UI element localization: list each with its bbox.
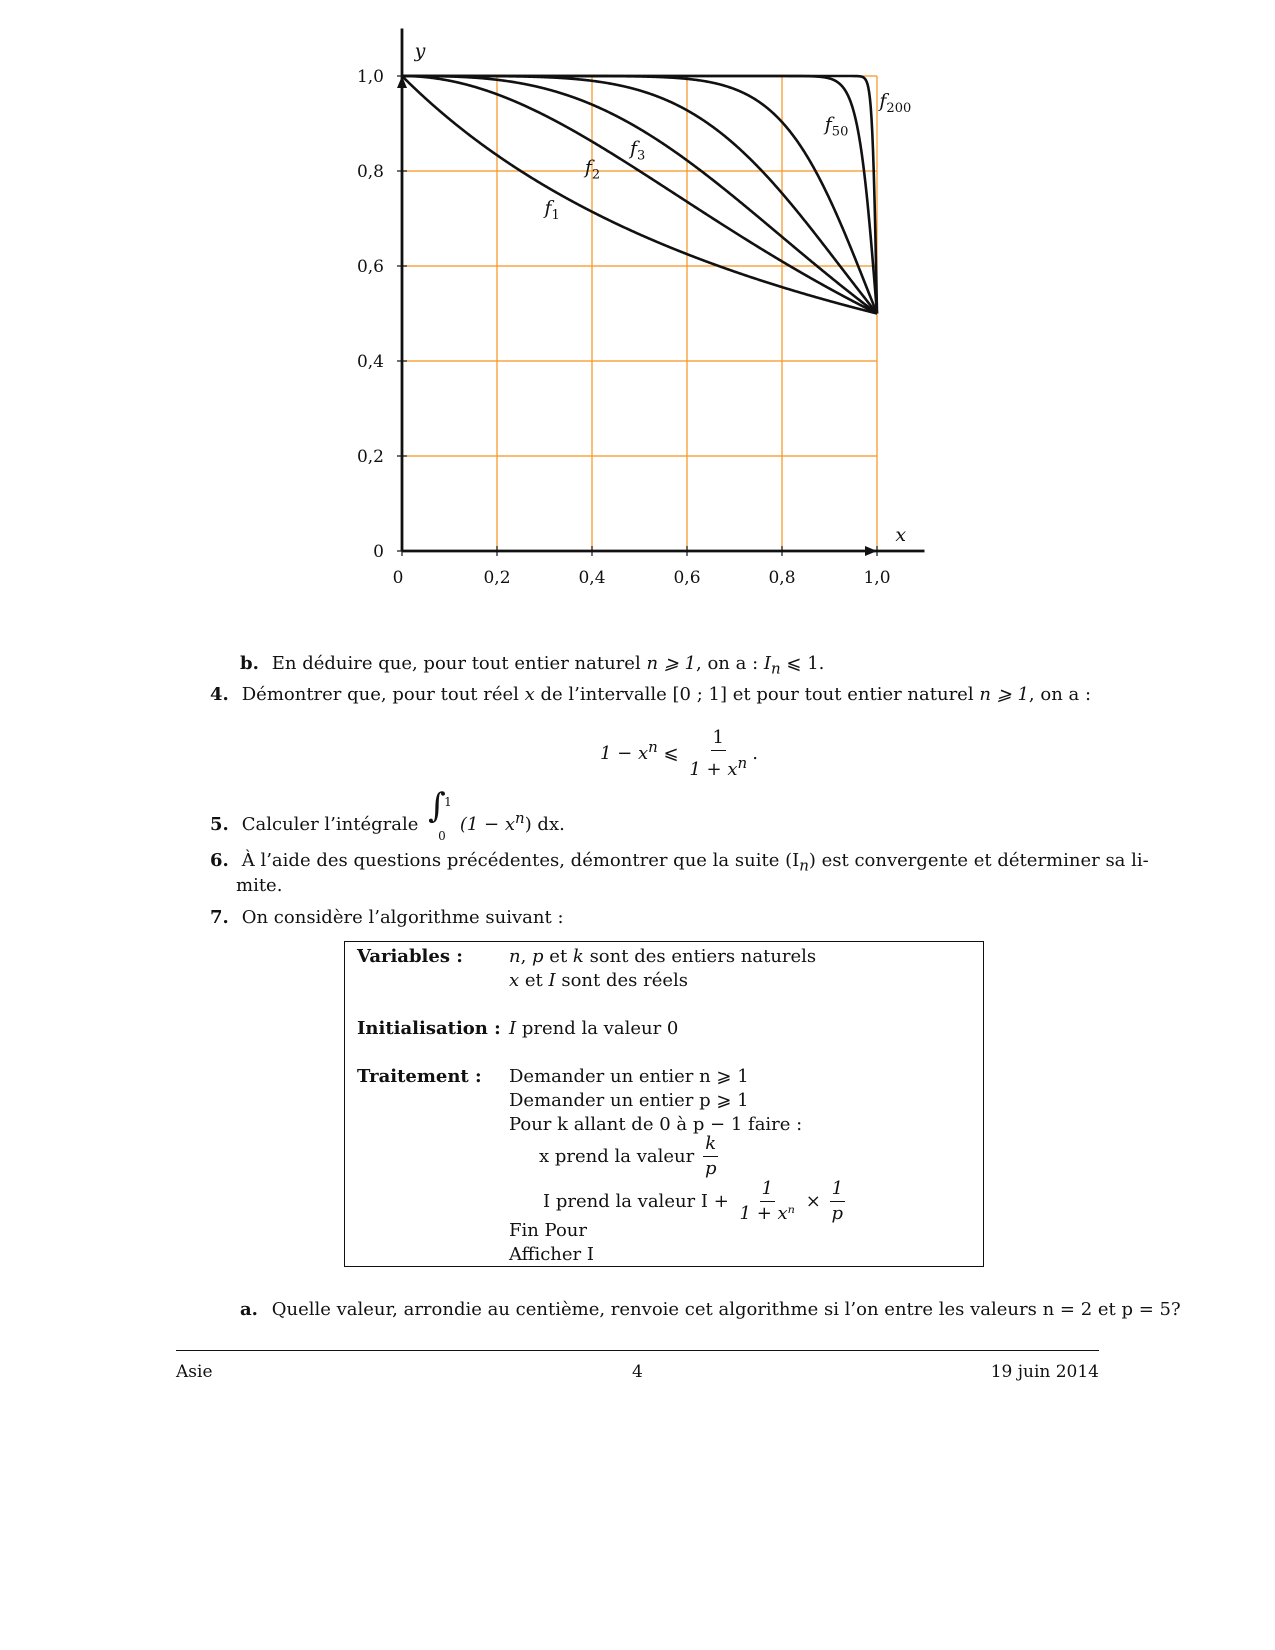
question-text: de l’intervalle [0 ; 1] et pour tout entier naturel <box>540 684 974 705</box>
curve-f200 <box>402 76 877 314</box>
integral-sign: ∫ 1 0 <box>428 786 452 843</box>
variable: x <box>524 684 535 705</box>
x-tick-label-3: 0,6 <box>673 568 701 588</box>
trait-line-4: x prend la valeur $\frac{k}{p}$ <box>539 1133 717 1179</box>
trait-line-3: Pour k allant de 0 à p − 1 faire : <box>509 1114 803 1135</box>
x-tick-label-1: 0,2 <box>483 568 511 588</box>
init-label: Initialisation : <box>357 1018 501 1039</box>
curve-label-f50: $f_{50}$ <box>824 113 849 140</box>
inequality-lhs: 1 − x <box>600 743 649 764</box>
question-number: b. <box>240 653 259 674</box>
variables-line-2: x et I sont des réels <box>509 970 689 991</box>
x-tick-label-0: 0 <box>392 568 404 588</box>
question-number: 4. <box>210 684 229 705</box>
curve-f50 <box>402 76 877 314</box>
question-text: Calculer l’intégrale <box>241 814 419 835</box>
variables-label: Variables : <box>357 946 463 967</box>
exponent: n <box>515 809 525 827</box>
condition: n ⩾ 1 <box>646 653 697 674</box>
curve-f2 <box>402 76 877 314</box>
x-tick-label-5: 1,0 <box>863 568 891 588</box>
question-text-end: , on a : <box>1028 684 1092 705</box>
exponent: n <box>648 738 658 756</box>
curve-label-f3: $f_3$ <box>630 137 646 164</box>
question-3b <box>240 652 824 681</box>
curve-f1 <box>402 76 877 314</box>
question-6: 6. À l’aide des questions précédentes, démontrer que la suite $(I_n)$ est convergente et déterminer sa li- <box>210 850 1149 875</box>
fraction-denominator: $1 + x^n$ <box>689 754 748 780</box>
fraction <box>687 728 749 780</box>
footer-page-number: 4 <box>632 1362 643 1382</box>
function-graph <box>0 0 1275 620</box>
chart-grid <box>402 76 877 551</box>
curve-label-f2: $f_2$ <box>584 156 601 183</box>
question-5 <box>210 786 565 843</box>
question-number: a. <box>240 1299 258 1320</box>
curve-f10 <box>402 76 877 314</box>
x-axis-label: x <box>895 524 907 546</box>
footer-date: 19 juin 2014 <box>990 1362 1099 1382</box>
question-number: 6. <box>210 850 229 871</box>
sequence-index: n <box>771 659 781 678</box>
x-tick-label-4: 0,8 <box>768 568 796 588</box>
y-tick-label-5: 1,0 <box>356 67 384 87</box>
chart-labels <box>357 40 911 588</box>
period: . <box>752 743 758 764</box>
trait-line-5: I prend la valeur I + $\frac{1}{\text{1 + xⁿ}}$ × $\frac{1}{p}$ <box>543 1178 844 1224</box>
question-text-end: , on a : <box>696 653 759 674</box>
question-text: Démontrer que, pour tout réel <box>241 684 519 705</box>
relation: ⩽ <box>663 743 679 764</box>
question-7 <box>210 906 564 930</box>
question-number: 5. <box>210 814 229 835</box>
question-number: 7. <box>210 907 229 928</box>
question-4 <box>210 683 1091 707</box>
question-text: Quelle valeur, arrondie au centième, renvoie cet algorithme si l’on entre les valeurs n = 2 et p = 5? <box>271 1299 1181 1320</box>
trait-line-7: Afficher I <box>509 1244 594 1265</box>
variables-line-1: n, p et k sont des entiers naturels <box>509 946 817 967</box>
y-tick-label-4: 0,8 <box>356 162 384 182</box>
init-line: I prend la valeur 0 <box>509 1018 679 1039</box>
y-axis-label: y <box>414 40 426 62</box>
integrand: (1 − x <box>459 814 516 835</box>
trait-line-1: Demander un entier n ⩾ 1 <box>509 1066 749 1087</box>
curve-f3 <box>402 76 877 314</box>
y-tick-label-3: 0,6 <box>356 257 384 277</box>
integrand-end: ) dx. <box>524 814 565 835</box>
curve-label-f1: $f_1$ <box>544 196 560 223</box>
condition: n ⩾ 1 <box>979 684 1029 705</box>
y-tick-label-0: 0 <box>373 542 384 562</box>
fraction-numerator: 1 <box>711 728 726 751</box>
y-tick-label-2: 0,4 <box>356 352 384 372</box>
footer-left: Asie <box>176 1362 213 1382</box>
inequality-rest: ⩽ 1. <box>786 653 825 674</box>
y-tick-label-1: 0,2 <box>356 447 384 467</box>
sequence-term: I <box>763 653 771 674</box>
question-text: En déduire que, pour tout entier naturel <box>271 653 641 674</box>
trait-label: Traitement : <box>357 1066 482 1087</box>
trait-line-2: Demander un entier p ⩾ 1 <box>509 1090 749 1111</box>
algorithm-box <box>344 941 984 1267</box>
chart-axes <box>397 29 925 557</box>
chart-curves <box>402 76 877 314</box>
question-6-line2: mite. <box>236 875 283 896</box>
curve-label-f200: $f_{200}$ <box>879 89 912 116</box>
curve-f5 <box>402 76 877 314</box>
footer-rule <box>176 1350 1099 1351</box>
x-tick-label-2: 0,4 <box>578 568 606 588</box>
inequality-display <box>600 728 758 780</box>
question-7a <box>240 1298 1181 1322</box>
x-unit-arrow <box>865 546 877 556</box>
trait-line-6: Fin Pour <box>509 1220 587 1241</box>
question-text: On considère l’algorithme suivant : <box>241 907 564 928</box>
question-text: À l’aide des questions précédentes, démontrer que la suite (I <box>241 850 800 871</box>
